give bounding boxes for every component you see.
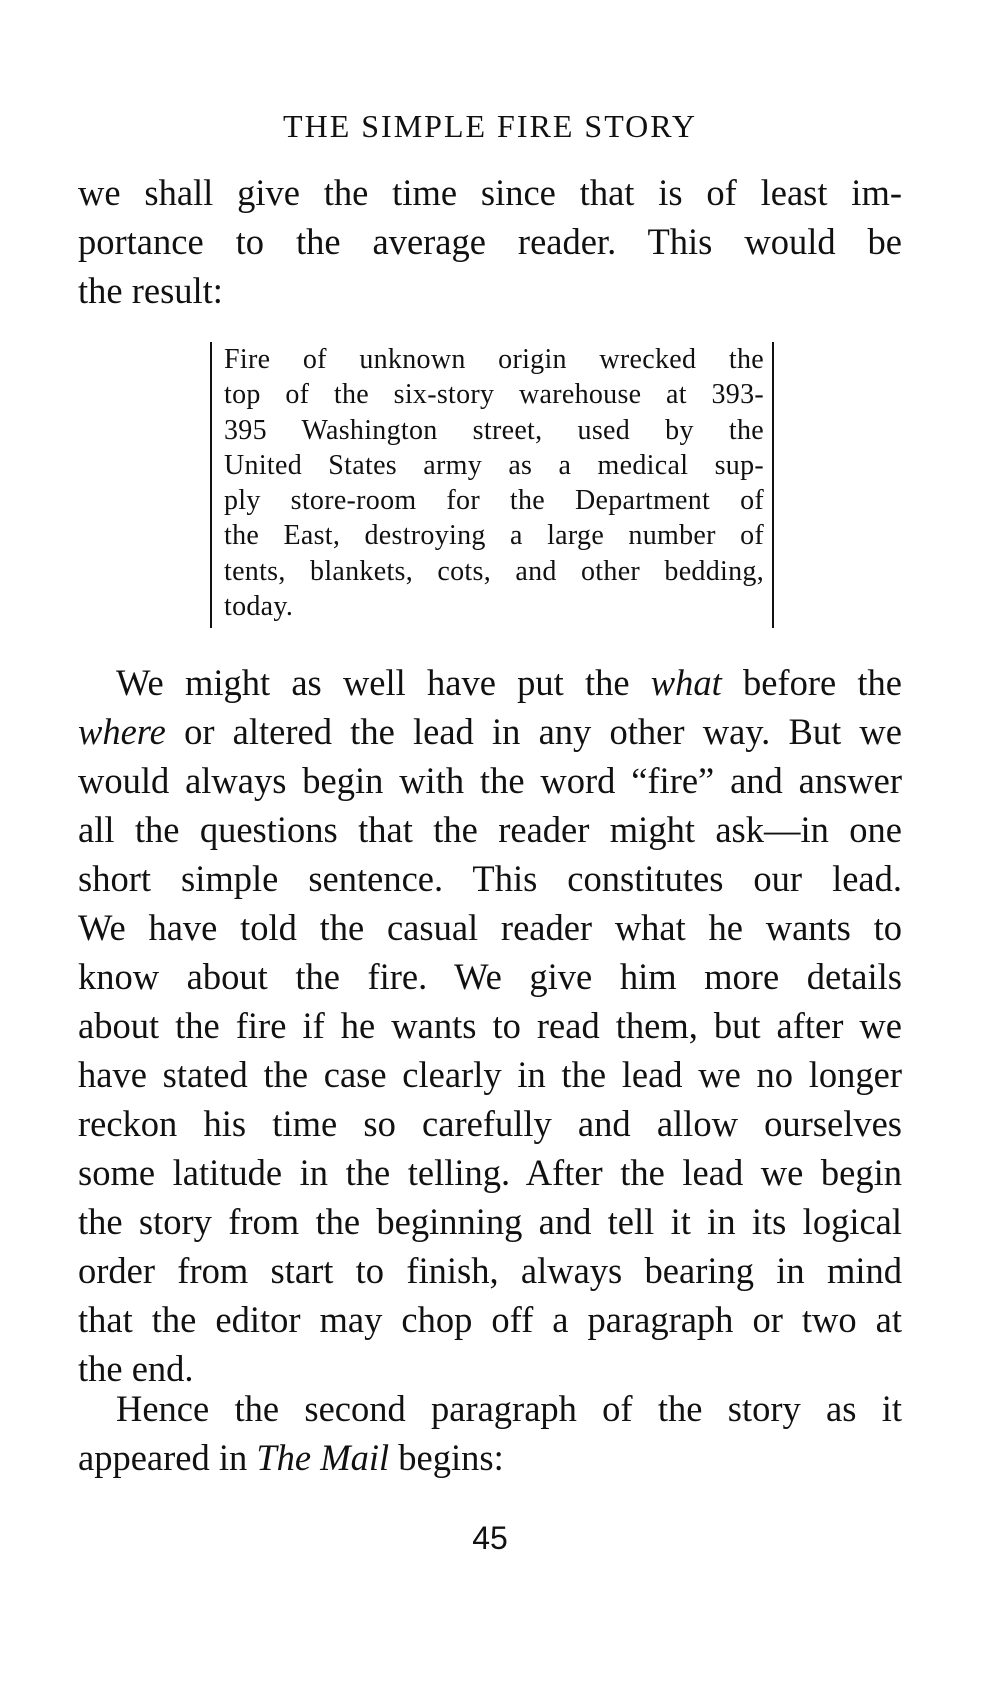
text-line: order from start to finish, always bearing in mind [78, 1250, 902, 1291]
text-line: we shall give the time since that is of least im- [78, 172, 902, 213]
text-line: about the fire if he wants to read them, but after we [78, 1005, 902, 1046]
text-line [78, 1433, 902, 1482]
running-head: THE SIMPLE FIRE STORY [283, 108, 697, 144]
text-line [78, 658, 902, 707]
text-line: the result: [78, 270, 223, 311]
paragraph-2 [78, 658, 902, 1393]
text-line: the story from the beginning and tell it in its logical [78, 1201, 902, 1242]
text-line: reckon his time so carefully and allow ourselves [78, 1103, 902, 1144]
block-quote [210, 342, 774, 628]
text-run: or altered the lead in any other way. But we [165, 711, 902, 752]
quote-line: 395 Washington street, used by the [224, 414, 764, 446]
text-line [78, 707, 902, 756]
text-line: know about the fire. We give him more details [78, 956, 902, 997]
text-line: portance to the average reader. This would be [78, 221, 902, 262]
emphasis-what: what [650, 662, 722, 703]
page-number: 45 [472, 1520, 508, 1556]
text-run: begins: [389, 1437, 504, 1478]
emphasis-the-mail: The Mail [256, 1437, 390, 1478]
paragraph-3 [78, 1384, 902, 1482]
quote-line: tents, blankets, cots, and other bedding, [224, 555, 764, 587]
quote-line: top of the six-story warehouse at 393- [224, 379, 764, 411]
text-line: Hence the second paragraph of the story as it [116, 1388, 902, 1429]
text-line: We have told the casual reader what he wants to [78, 907, 902, 948]
text-line: all the questions that the reader might ask—in one [78, 809, 902, 850]
quote-line: United States army as a medical sup- [224, 449, 764, 481]
text-line: have stated the case clearly in the lead we no longer [78, 1054, 902, 1095]
quote-line: Fire of unknown origin wrecked the [224, 344, 764, 375]
text-run: We might as well have put the [116, 662, 651, 703]
quote-line: ply store-room for the Department of [224, 485, 764, 517]
paragraph-1 [78, 168, 902, 315]
text-run: before the [721, 662, 902, 703]
text-line: some latitude in the telling. After the lead we begin [78, 1152, 902, 1193]
text-line: that the editor may chop off a paragraph or two at [78, 1299, 902, 1340]
text-line: would always begin with the word “fire” and answer [78, 760, 902, 801]
text-run: appeared in [78, 1437, 257, 1478]
emphasis-where: where [78, 711, 166, 752]
quote-line: the East, destroying a large number of [224, 520, 764, 552]
text-line: the end. [78, 1348, 194, 1389]
text-line: short simple sentence. This constitutes our lead. [78, 858, 902, 899]
quote-line: today. [224, 591, 294, 623]
